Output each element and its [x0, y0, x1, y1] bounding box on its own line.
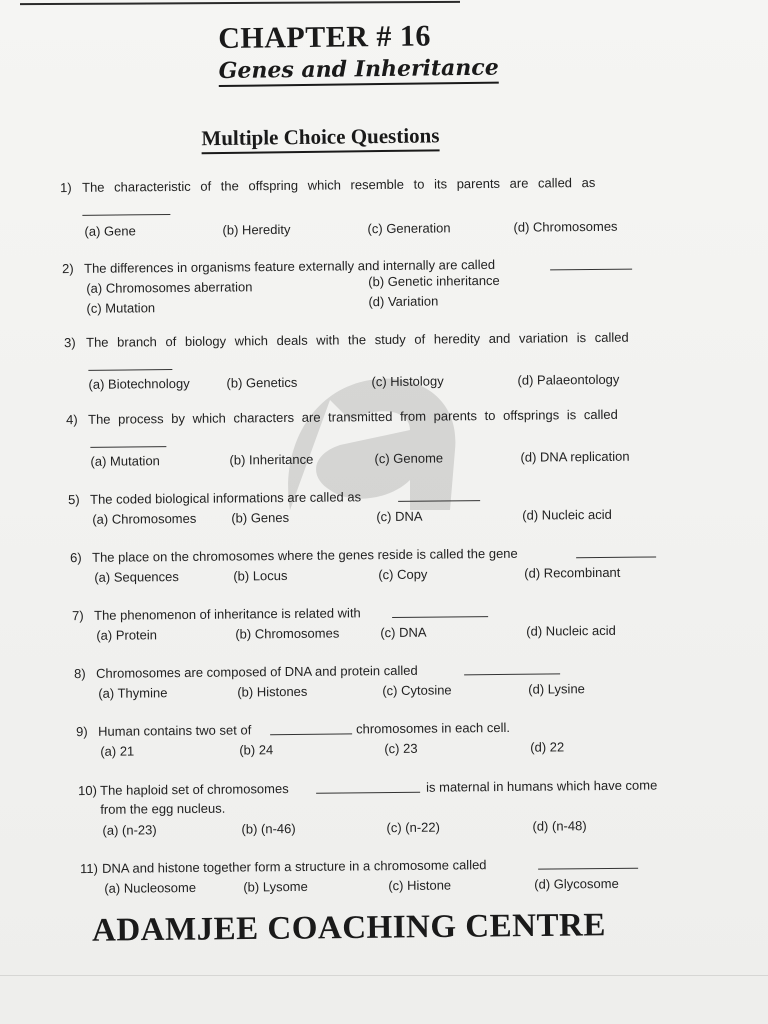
option-a: (a) Nucleosome [104, 879, 197, 896]
option-c: (c) Histology [371, 373, 444, 390]
question-text: The place on the chromosomes where the genes reside is called the gene [92, 545, 518, 565]
option-c: (c) Genome [374, 450, 444, 467]
option-c: (c) Copy [378, 566, 428, 583]
answer-blank [538, 868, 638, 870]
answer-blank [398, 500, 480, 502]
question-6 [70, 543, 710, 585]
question-text: Chromosomes are composed of DNA and protein called [96, 662, 418, 681]
question-text: The characteristic of the offspring which resemble to its parents are called as [82, 174, 596, 195]
option-d: (d) Lysine [528, 681, 585, 697]
question-text-continued: is maternal in humans which have come [426, 777, 658, 795]
question-text-line-2: from the egg nucleus. [100, 800, 226, 817]
option-b: (b) Locus [233, 567, 288, 584]
option-c: (c) Cytosine [382, 682, 452, 699]
question-9 [76, 717, 716, 759]
question-number: 5) [68, 491, 80, 508]
section-title: Multiple Choice Questions [201, 123, 439, 154]
question-7 [72, 601, 712, 643]
option-c: (c) DNA [380, 624, 427, 641]
question-number: 6) [70, 549, 82, 566]
answer-blank [90, 446, 166, 448]
answer-blank [316, 792, 420, 794]
option-a: (a) (n-23) [102, 822, 157, 838]
option-a: (a) Gene [84, 223, 136, 239]
question-text: The phenomenon of inheritance is related with [94, 605, 361, 623]
answer-blank [550, 269, 632, 271]
option-d: (d) Recombinant [524, 564, 621, 581]
option-b: (b) Histones [237, 683, 308, 700]
answer-blank [88, 369, 172, 371]
option-b: (b) Lysome [243, 878, 308, 895]
question-1 [60, 173, 700, 239]
question-text: The process by which characters are transmitted from parents to offsprings is called [88, 406, 618, 427]
question-number: 8) [74, 665, 86, 682]
answer-blank [270, 733, 352, 735]
option-a: (a) Biotechnology [88, 375, 190, 392]
page-edge [0, 975, 768, 976]
question-number: 11) [80, 860, 98, 877]
option-d: (d) Palaeontology [517, 371, 620, 388]
option-d: (d) DNA replication [520, 448, 630, 465]
question-number: 1) [60, 179, 72, 196]
question-text: The differences in organisms feature externally and internally are called [84, 256, 496, 276]
chapter-subtitle: Genes and Inheritance [218, 55, 498, 87]
option-b: (b) Genes [231, 509, 290, 526]
option-a: (a) 21 [100, 743, 135, 759]
option-d: (d) Variation [368, 293, 439, 310]
option-c: (c) (n-22) [386, 819, 440, 836]
question-number: 4) [66, 411, 78, 428]
option-d: (d) 22 [530, 739, 565, 755]
option-b: (b) (n-46) [241, 820, 296, 837]
answer-blank [82, 214, 170, 216]
answer-blank [576, 556, 656, 558]
answer-blank [392, 616, 488, 618]
option-a: (a) Mutation [90, 453, 160, 469]
question-10 [78, 776, 718, 838]
footer-institution-name: ADAMJEE COACHING CENTRE [91, 907, 607, 949]
question-number: 7) [72, 607, 84, 624]
question-5 [68, 485, 708, 527]
option-b: (b) Genetics [226, 374, 298, 391]
question-text: DNA and histone together form a structure in a chromosome called [102, 857, 487, 876]
question-number: 3) [64, 334, 76, 351]
option-a: (a) Thymine [98, 685, 168, 701]
question-text: The haploid set of chromosomes [100, 781, 289, 798]
chapter-title: CHAPTER # 16 [218, 19, 432, 56]
answer-blank [464, 673, 560, 675]
option-a: (a) Protein [96, 627, 158, 643]
question-11 [80, 854, 720, 896]
option-c: (c) Mutation [86, 300, 156, 316]
question-number: 10) [78, 782, 97, 799]
option-c: (c) 23 [384, 740, 418, 757]
question-text-continued: chromosomes in each cell. [356, 719, 511, 737]
question-text: The branch of biology which deals with the study of heredity and variation is called [86, 329, 629, 350]
option-c: (c) DNA [376, 508, 423, 525]
question-8 [74, 659, 714, 701]
option-b: (b) 24 [239, 742, 274, 758]
option-d: (d) Glycosome [534, 875, 619, 892]
question-3 [64, 328, 704, 392]
question-text: Human contains two set of [98, 722, 252, 739]
option-d: (d) Nucleic acid [526, 622, 616, 639]
option-b: (b) Chromosomes [235, 625, 340, 642]
option-b: (b) Heredity [222, 221, 291, 238]
option-d: (d) Nucleic acid [522, 506, 612, 523]
question-2 [62, 254, 702, 316]
question-number: 2) [62, 260, 74, 277]
option-b: (b) Inheritance [229, 451, 314, 468]
question-text: The coded biological informations are called as [90, 489, 362, 507]
option-d: (d) (n-48) [532, 818, 587, 834]
option-b: (b) Genetic inheritance [368, 272, 500, 290]
question-4 [66, 405, 706, 469]
option-c: (c) Generation [367, 220, 451, 237]
option-a: (a) Chromosomes [92, 510, 197, 527]
question-number: 9) [76, 723, 88, 740]
option-a: (a) Sequences [94, 569, 179, 585]
option-c: (c) Histone [388, 877, 452, 894]
option-d: (d) Chromosomes [513, 218, 618, 235]
option-a: (a) Chromosomes aberration [86, 279, 253, 296]
